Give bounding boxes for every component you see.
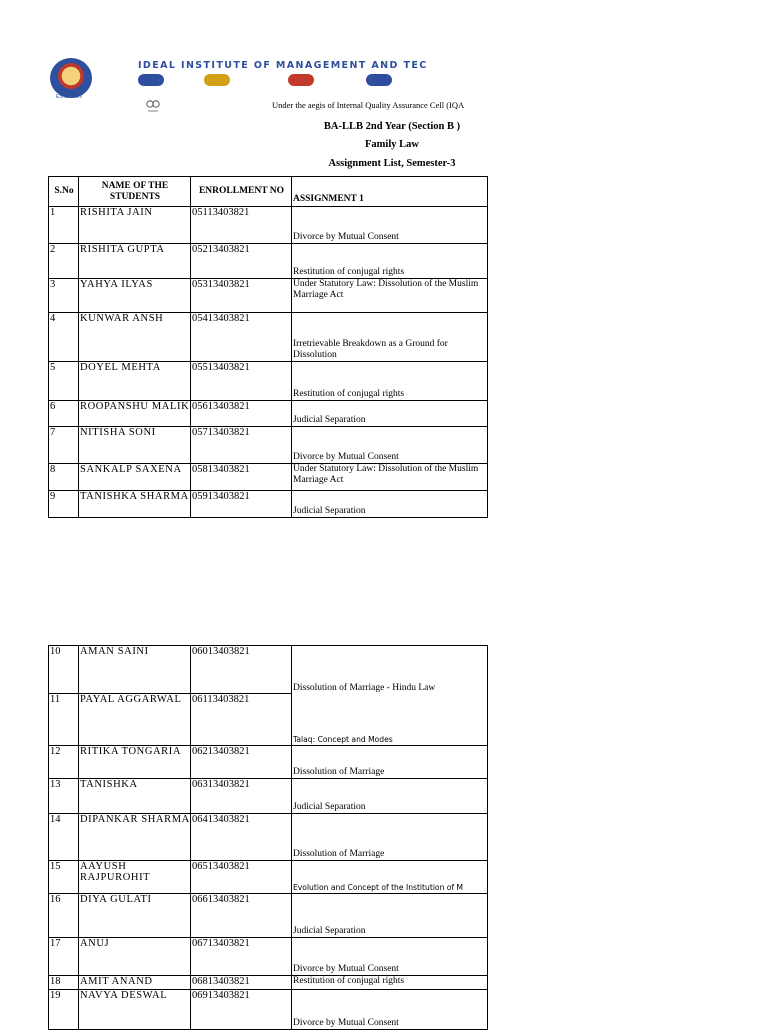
- accreditation-badges: [138, 72, 490, 88]
- cell-enrollment: 06813403821: [191, 976, 292, 990]
- cell-sno: 4: [49, 313, 79, 362]
- cell-sno: 13: [49, 779, 79, 814]
- cell-sno: 7: [49, 427, 79, 464]
- list-title: Assignment List, Semester-3: [328, 158, 456, 169]
- assignment-table-1: [48, 176, 488, 518]
- cell-enrollment: 05813403821: [191, 464, 292, 491]
- cell-enrollment: 05913403821: [191, 491, 292, 518]
- table-row: [49, 401, 488, 427]
- cell-enrollment: 06313403821: [191, 779, 292, 814]
- cell-sno: 3: [49, 279, 79, 313]
- iqac-logo-icon: [145, 99, 161, 113]
- cell-enrollment: 06113403821: [191, 694, 292, 746]
- cell-assignment: Evolution and Concept of the Institution of M: [292, 861, 488, 894]
- table-row: [49, 894, 488, 938]
- cell-sno: 1: [49, 207, 79, 244]
- table-row: [49, 313, 488, 362]
- cell-enrollment: 06013403821: [191, 646, 292, 694]
- table-row: [49, 976, 488, 990]
- badge-icon: [366, 74, 392, 86]
- header-assignment: ASSIGNMENT 1: [292, 177, 488, 207]
- cell-sno: 17: [49, 938, 79, 976]
- cell-sno: 9: [49, 491, 79, 518]
- table-row: [49, 491, 488, 518]
- cell-enrollment: 06413403821: [191, 814, 292, 861]
- cell-sno: 12: [49, 746, 79, 779]
- table-row: [49, 244, 488, 279]
- header-name: NAME OF THE STUDENTS: [79, 177, 191, 207]
- cell-assignment: Under Statutory Law: Dissolution of the Muslim Marriage Act: [292, 279, 488, 313]
- cell-sno: 15: [49, 861, 79, 894]
- table-row: [49, 362, 488, 401]
- cell-name: DIPANKAR SHARMA: [79, 814, 191, 861]
- cell-sno: 5: [49, 362, 79, 401]
- cell-name: AMAN SAINI: [79, 646, 191, 694]
- table-row: [49, 646, 488, 694]
- cell-sno: 10: [49, 646, 79, 694]
- cell-enrollment: 05213403821: [191, 244, 292, 279]
- cell-assignment: Divorce by Mutual Consent: [292, 990, 488, 1030]
- cell-enrollment: 05713403821: [191, 427, 292, 464]
- cell-name: RISHITA GUPTA: [79, 244, 191, 279]
- cell-enrollment: 06613403821: [191, 894, 292, 938]
- aegis-line: Under the aegis of Internal Quality Assurance Cell (IQA: [272, 100, 465, 110]
- cell-sno: 19: [49, 990, 79, 1030]
- table-header-row: [49, 177, 488, 207]
- table-row: [49, 207, 488, 244]
- cell-name: AAYUSH RAJPUROHIT: [79, 861, 191, 894]
- table-row: [49, 279, 488, 313]
- cell-sno: 18: [49, 976, 79, 990]
- table-row: [49, 861, 488, 894]
- header-enrollment: ENROLLMENT NO: [191, 177, 292, 207]
- cell-assignment: Dissolution of Marriage: [292, 814, 488, 861]
- cell-sno: 6: [49, 401, 79, 427]
- header-sno: S.No: [49, 177, 79, 207]
- cell-name: NITISHA SONI: [79, 427, 191, 464]
- cell-name: TANISHKA: [79, 779, 191, 814]
- badge-icon: [138, 74, 164, 86]
- cell-assignment: Dissolution of Marriage: [292, 746, 488, 779]
- cell-sno: 2: [49, 244, 79, 279]
- cell-enrollment: 05313403821: [191, 279, 292, 313]
- cell-enrollment: 06513403821: [191, 861, 292, 894]
- logo-caption: ESTD 1999: [56, 94, 82, 100]
- cell-assignment: Divorce by Mutual Consent: [292, 427, 488, 464]
- table-row: [49, 746, 488, 779]
- cell-enrollment: 06713403821: [191, 938, 292, 976]
- assignment-table-2: [48, 645, 488, 1030]
- cell-name: NAVYA DESWAL: [79, 990, 191, 1030]
- institute-name: IDEAL INSTITUTE OF MANAGEMENT AND TEC: [138, 60, 428, 71]
- cell-assignment: Divorce by Mutual Consent: [292, 938, 488, 976]
- table-row: [49, 779, 488, 814]
- cell-name: PAYAL AGGARWAL: [79, 694, 191, 746]
- cell-enrollment: 05613403821: [191, 401, 292, 427]
- cell-assignment: Judicial Separation: [292, 491, 488, 518]
- cell-name: RISHITA JAIN: [79, 207, 191, 244]
- cell-name: DOYEL MEHTA: [79, 362, 191, 401]
- cell-enrollment: 05513403821: [191, 362, 292, 401]
- cell-name: AMIT ANAND: [79, 976, 191, 990]
- cell-enrollment: 06913403821: [191, 990, 292, 1030]
- cell-assignment: Dissolution of Marriage - Hindu Law: [292, 646, 488, 694]
- cell-name: KUNWAR ANSH: [79, 313, 191, 362]
- cell-assignment: Judicial Separation: [292, 894, 488, 938]
- table-row: [49, 814, 488, 861]
- cell-assignment: Restitution of conjugal rights: [292, 362, 488, 401]
- cell-assignment: Irretrievable Breakdown as a Ground for Dissolution: [292, 313, 488, 362]
- cell-sno: 11: [49, 694, 79, 746]
- cell-name: SANKALP SAXENA: [79, 464, 191, 491]
- cell-assignment: Talaq: Concept and Modes: [292, 694, 488, 746]
- cell-enrollment: 05413403821: [191, 313, 292, 362]
- badge-icon: [204, 74, 230, 86]
- cell-assignment: Restitution of conjugal rights: [292, 976, 488, 990]
- cell-assignment: Restitution of conjugal rights: [292, 244, 488, 279]
- cell-assignment: Judicial Separation: [292, 779, 488, 814]
- table-row: [49, 427, 488, 464]
- cell-enrollment: 05113403821: [191, 207, 292, 244]
- cell-sno: 14: [49, 814, 79, 861]
- cell-name: YAHYA ILYAS: [79, 279, 191, 313]
- table-row: [49, 694, 488, 746]
- cell-sno: 16: [49, 894, 79, 938]
- cell-name: TANISHKA SHARMA: [79, 491, 191, 518]
- cell-assignment: Divorce by Mutual Consent: [292, 207, 488, 244]
- subject-title: Family Law: [365, 139, 419, 150]
- course-title: BA-LLB 2nd Year (Section B ): [323, 121, 461, 132]
- badge-icon: [288, 74, 314, 86]
- cell-name: DIYA GULATI: [79, 894, 191, 938]
- cell-name: ANUJ: [79, 938, 191, 976]
- cell-enrollment: 06213403821: [191, 746, 292, 779]
- table-row: [49, 464, 488, 491]
- cell-assignment: Judicial Separation: [292, 401, 488, 427]
- table-row: [49, 938, 488, 976]
- cell-name: RITIKA TONGARIA: [79, 746, 191, 779]
- cell-name: ROOPANSHU MALIK: [79, 401, 191, 427]
- institute-logo: [50, 58, 92, 98]
- cell-sno: 8: [49, 464, 79, 491]
- cell-assignment: Under Statutory Law: Dissolution of the Muslim Marriage Act: [292, 464, 488, 491]
